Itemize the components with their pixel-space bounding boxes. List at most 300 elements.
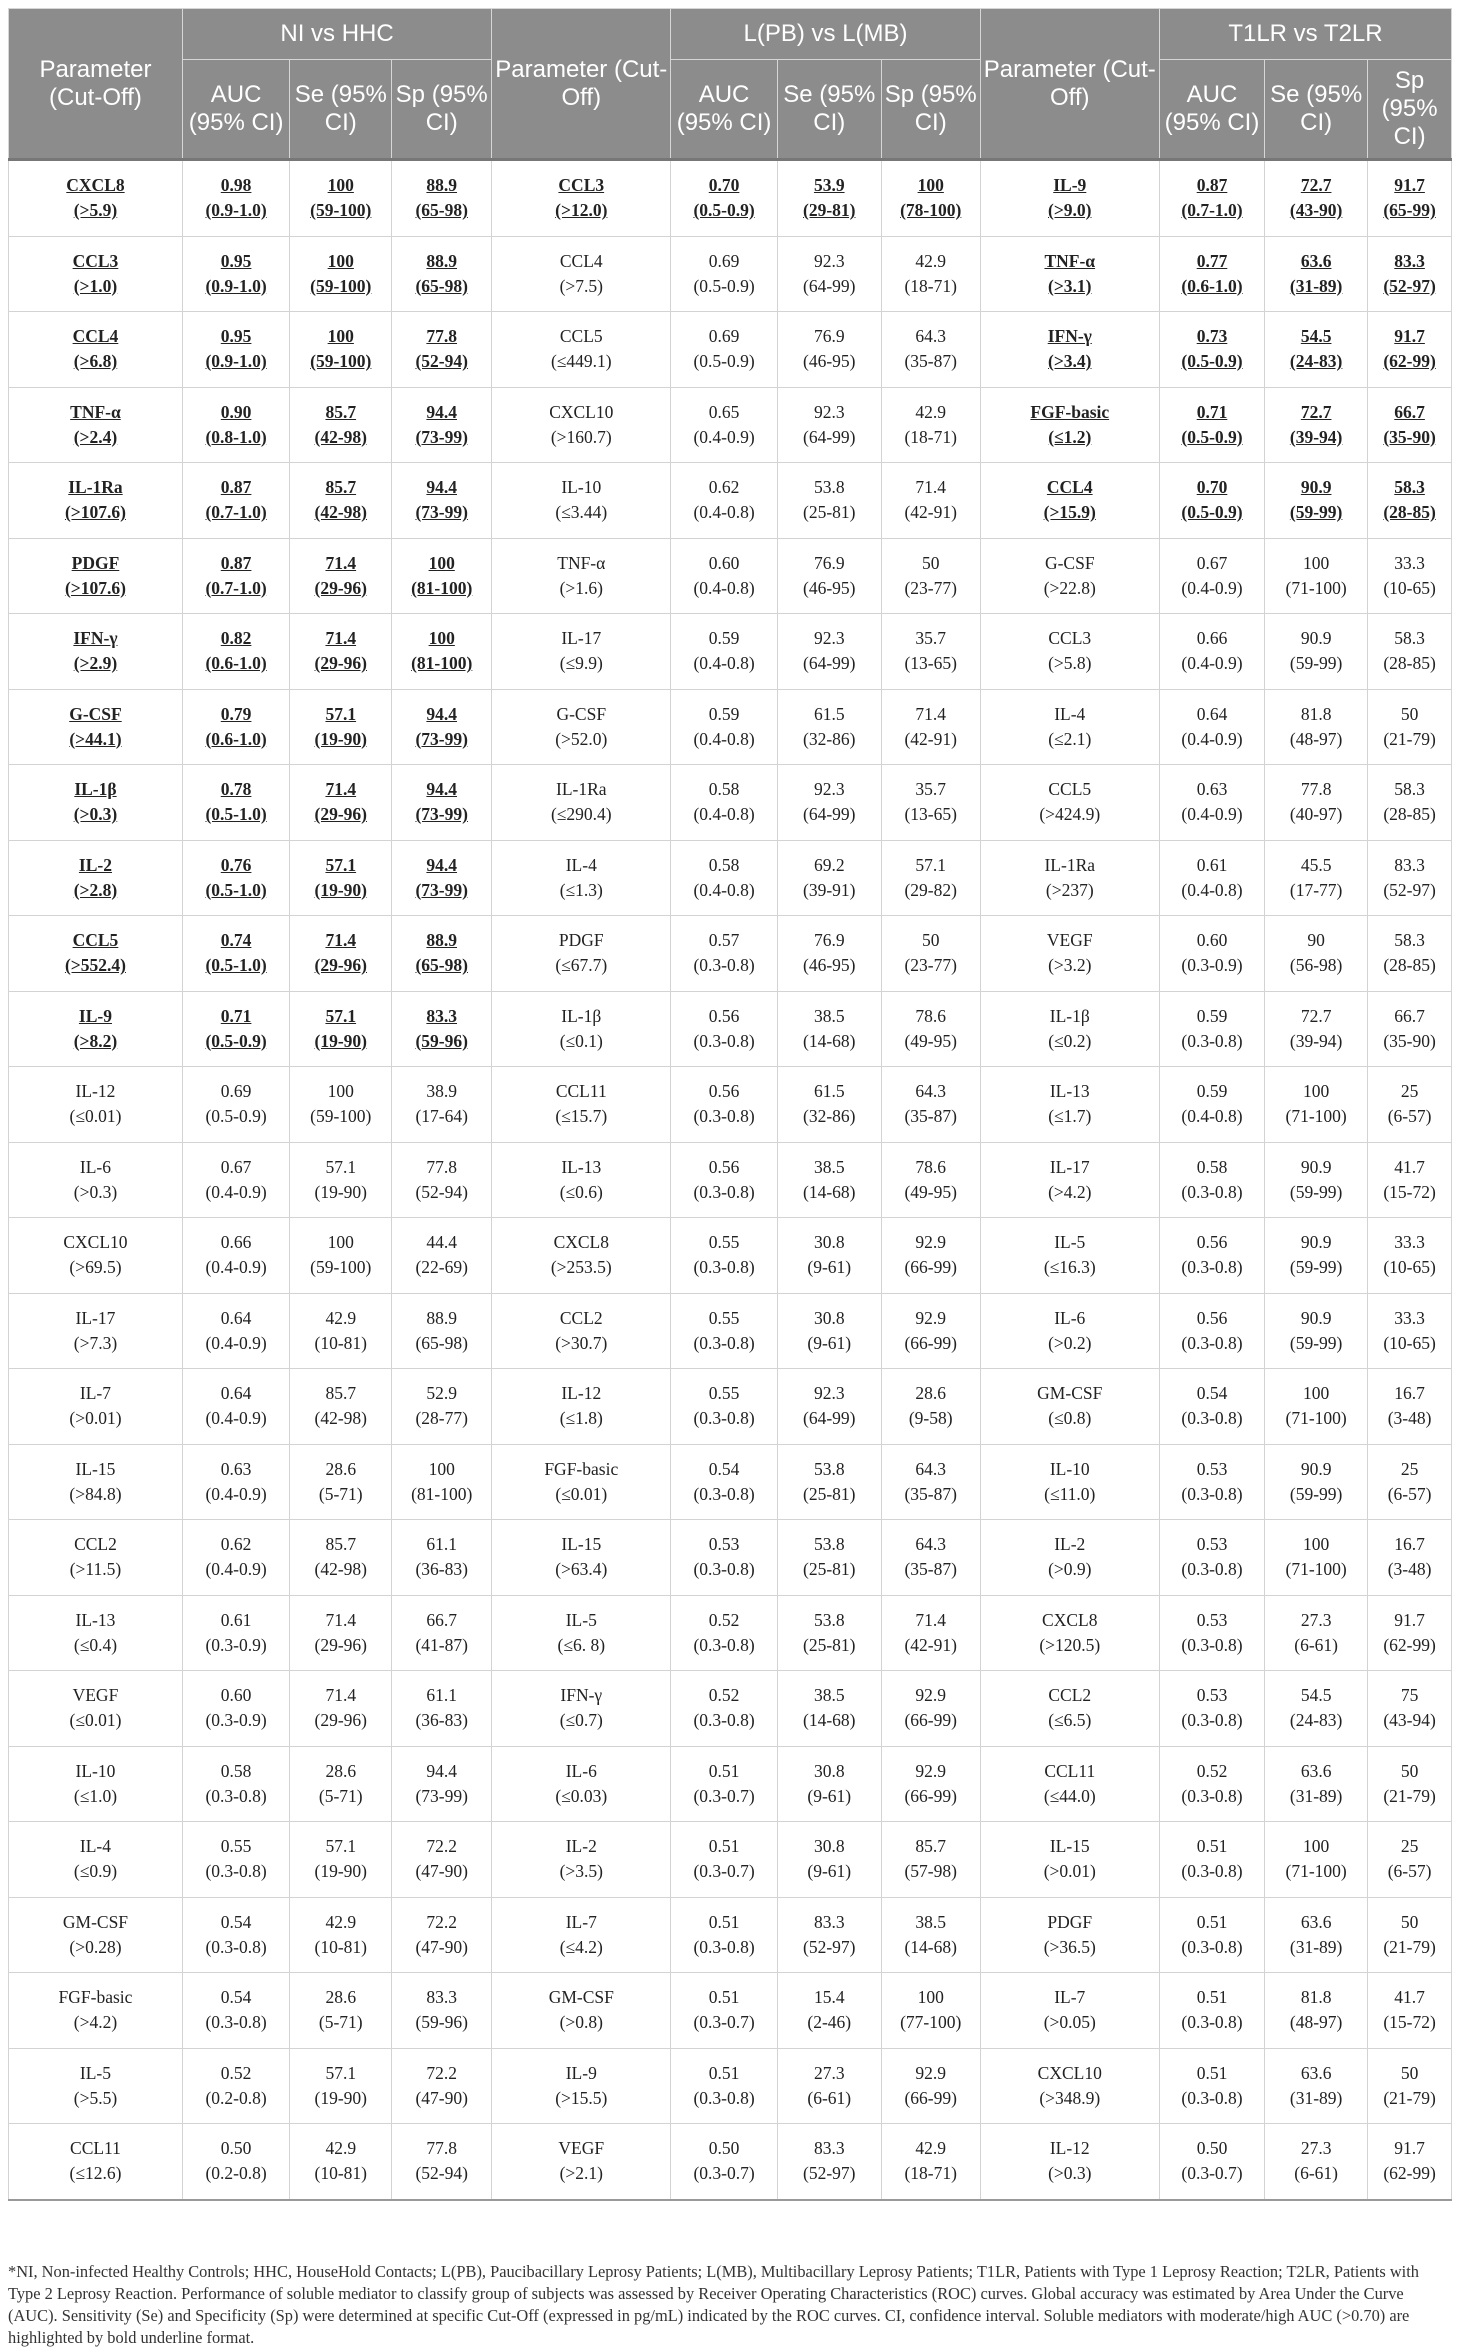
parameter-cell <box>9 1973 183 2049</box>
sp-cell <box>881 312 980 388</box>
se-cell-detail: (29-96) <box>314 804 368 825</box>
auc-cell-detail: (0.9-1.0) <box>205 200 267 221</box>
auc-cell-detail: (0.8-1.0) <box>205 426 267 447</box>
se-cell <box>290 1067 392 1143</box>
auc-cell-detail: (0.3-0.7) <box>693 2163 755 2184</box>
se-cell <box>1265 689 1368 765</box>
se-cell <box>290 1595 392 1671</box>
parameter-cell-detail: (>84.8) <box>69 1483 122 1504</box>
sp-cell <box>1368 1520 1452 1596</box>
se-cell <box>777 991 881 1067</box>
sp-cell <box>1368 2048 1452 2124</box>
sp-cell-detail: (78-100) <box>900 200 962 221</box>
parameter-cell-detail: (≤3.44) <box>555 502 608 523</box>
parameter-cell-value: PDGF <box>1047 1911 1093 1932</box>
se-cell <box>290 1822 392 1898</box>
sp-cell <box>1368 1897 1452 1973</box>
sp-cell-detail: (36-83) <box>415 1710 468 1731</box>
parameter-cell-value: IL-12 <box>561 1383 602 1404</box>
auc-cell-value: 0.51 <box>708 1987 740 2008</box>
auc-cell-detail: (0.5-0.9) <box>693 200 755 221</box>
se-cell-detail: (52-97) <box>803 1936 856 1957</box>
parameter-cell-value: IL-1β <box>1049 1005 1090 1026</box>
se-cell-detail: (71-100) <box>1285 1106 1347 1127</box>
se-cell <box>777 160 881 237</box>
se-cell <box>777 236 881 312</box>
sp-cell <box>881 1671 980 1747</box>
se-cell-value: 71.4 <box>325 1685 357 1706</box>
sp-cell <box>392 1746 492 1822</box>
parameter-cell <box>9 1293 183 1369</box>
sp-cell <box>392 689 492 765</box>
table-row <box>9 463 1452 539</box>
sp-cell <box>392 1067 492 1143</box>
table-row <box>9 614 1452 690</box>
auc-cell <box>1159 1218 1264 1294</box>
sp-cell-detail: (21-79) <box>1383 2087 1436 2108</box>
auc-cell-detail: (0.4-0.8) <box>693 653 755 674</box>
auc-cell <box>1159 463 1264 539</box>
se-cell-detail: (29-96) <box>314 577 368 598</box>
auc-cell <box>182 387 289 463</box>
sp-cell-detail: (62-99) <box>1383 351 1436 372</box>
auc-cell <box>1159 1067 1264 1143</box>
sp-cell-value: 91.7 <box>1394 175 1425 196</box>
auc-cell-value: 0.51 <box>708 1760 740 1781</box>
parameter-cell-detail: (≤1.8) <box>559 1408 603 1429</box>
parameter-cell-value: IL-1Ra <box>68 477 123 498</box>
sp-cell-value: 35.7 <box>915 779 947 800</box>
sp-cell-value: 64.3 <box>915 1458 947 1479</box>
auc-cell-detail: (0.5-1.0) <box>205 804 267 825</box>
sp-cell-detail: (66-99) <box>904 1710 957 1731</box>
sp-cell-value: 100 <box>428 552 455 573</box>
se-cell-value: 90 <box>1307 930 1325 951</box>
parameter-cell <box>9 1369 183 1445</box>
parameter-cell-value: CXCL8 <box>553 1232 609 1253</box>
sp-cell-value: 72.2 <box>426 1836 458 1857</box>
se-cell-value: 42.9 <box>325 1911 357 1932</box>
sp-cell <box>881 1520 980 1596</box>
sp-cell-value: 57.1 <box>915 854 947 875</box>
se-cell <box>1265 1444 1368 1520</box>
parameter-cell-value: CCL4 <box>559 250 603 271</box>
auc-cell-detail: (0.5-0.9) <box>1181 502 1243 523</box>
parameter-cell-value: IL-15 <box>75 1458 116 1479</box>
auc-cell <box>671 463 777 539</box>
se-cell-value: 30.8 <box>813 1836 845 1857</box>
se-cell-detail: (46-95) <box>803 955 856 976</box>
parameter-cell-value: G-CSF <box>1044 552 1095 573</box>
se-cell-detail: (5-71) <box>318 1483 363 1504</box>
auc-cell-detail: (0.5-0.9) <box>1181 351 1243 372</box>
sp-cell-detail: (42-91) <box>904 1634 957 1655</box>
parameter-cell-value: VEGF <box>1046 930 1093 951</box>
sp-cell-value: 91.7 <box>1394 1609 1425 1630</box>
parameter-cell-detail: (>15.5) <box>555 2087 608 2108</box>
auc-cell-value: 0.64 <box>220 1307 252 1328</box>
se-cell-detail: (64-99) <box>803 804 856 825</box>
auc-cell-detail: (0.4-0.8) <box>1181 1106 1243 1127</box>
sp-cell-value: 64.3 <box>915 326 947 347</box>
table-row <box>9 2124 1452 2200</box>
auc-cell-detail: (0.3-0.8) <box>693 955 755 976</box>
auc-cell-value: 0.59 <box>708 703 740 724</box>
auc-cell <box>671 312 777 388</box>
parameter-cell-value: CCL11 <box>1044 1760 1096 1781</box>
parameter-cell-value: CXCL10 <box>549 401 614 422</box>
group-header-t1lr-t2lr: T1LR vs T2LR <box>1159 9 1451 60</box>
sp-cell <box>392 2048 492 2124</box>
parameter-cell-value: CCL11 <box>555 1081 607 1102</box>
auc-cell <box>671 1067 777 1143</box>
sp-cell-detail: (23-77) <box>904 955 957 976</box>
auc-cell-value: 0.67 <box>1196 552 1228 573</box>
sp-cell-value: 85.7 <box>915 1836 947 1857</box>
se-cell <box>290 614 392 690</box>
auc-cell-value: 0.53 <box>1196 1609 1228 1630</box>
sp-cell-detail: (66-99) <box>904 2087 957 2108</box>
auc-cell-value: 0.56 <box>708 1081 740 1102</box>
parameter-cell <box>980 160 1159 237</box>
se-cell <box>290 1444 392 1520</box>
auc-header: AUC (95% CI) <box>671 60 777 160</box>
auc-cell <box>1159 387 1264 463</box>
parameter-cell-detail: (>63.4) <box>555 1559 608 1580</box>
auc-cell <box>1159 2124 1264 2200</box>
parameter-cell-detail: (≤0.9) <box>73 1861 118 1882</box>
auc-cell-value: 0.66 <box>1196 628 1228 649</box>
auc-cell <box>671 2048 777 2124</box>
sp-cell-value: 25 <box>1400 1081 1419 1102</box>
table-row <box>9 1520 1452 1596</box>
parameter-cell-detail: (≤449.1) <box>550 351 612 372</box>
sp-cell-value: 83.3 <box>426 1005 458 1026</box>
se-cell-value: 92.3 <box>813 250 845 271</box>
auc-cell-value: 0.82 <box>220 628 252 649</box>
param-header-3: Parameter (Cut-Off) <box>980 9 1159 160</box>
sp-cell <box>1368 1746 1452 1822</box>
se-cell-detail: (5-71) <box>318 1785 363 1806</box>
sp-cell-detail: (65-99) <box>1383 200 1436 221</box>
sp-cell-value: 100 <box>917 175 944 196</box>
auc-cell <box>1159 1142 1264 1218</box>
se-cell-value: 61.5 <box>813 1081 845 1102</box>
parameter-cell <box>9 160 183 237</box>
auc-cell-value: 0.50 <box>708 2138 740 2159</box>
se-header: Se (95% CI) <box>1265 60 1368 160</box>
parameter-cell-value: IL-9 <box>78 1005 112 1026</box>
auc-cell-detail: (0.7-1.0) <box>205 502 267 523</box>
table-row <box>9 538 1452 614</box>
sp-cell <box>881 1142 980 1218</box>
se-cell-detail: (19-90) <box>314 1181 368 1202</box>
se-cell-detail: (43-90) <box>1289 200 1343 221</box>
sp-cell-value: 78.6 <box>915 1005 947 1026</box>
se-cell-detail: (19-90) <box>314 728 368 749</box>
parameter-cell-detail: (≤0.03) <box>555 1785 608 1806</box>
se-cell <box>777 1746 881 1822</box>
auc-cell-detail: (0.4-0.9) <box>1181 653 1243 674</box>
sp-cell-detail: (35-87) <box>904 1483 957 1504</box>
sp-cell-detail: (49-95) <box>904 1030 957 1051</box>
se-cell-detail: (71-100) <box>1285 577 1347 598</box>
parameter-cell-detail: (≤9.9) <box>559 653 603 674</box>
sp-cell-value: 50 <box>1400 1760 1419 1781</box>
se-cell <box>777 2124 881 2200</box>
sp-cell <box>392 160 492 237</box>
se-cell-detail: (14-68) <box>803 1710 856 1731</box>
auc-cell <box>671 916 777 992</box>
auc-cell-detail: (0.4-0.8) <box>693 577 755 598</box>
sp-cell-detail: (10-65) <box>1383 1332 1436 1353</box>
se-cell-value: 27.3 <box>813 2062 845 2083</box>
auc-cell-detail: (0.9-1.0) <box>205 275 267 296</box>
parameter-cell-value: IL-2 <box>78 854 112 875</box>
se-cell-value: 63.6 <box>1300 1760 1332 1781</box>
parameter-cell-detail: (>1.6) <box>559 577 603 598</box>
parameter-cell-detail: (>11.5) <box>69 1559 122 1580</box>
sp-cell <box>392 1671 492 1747</box>
parameter-cell-value: IL-17 <box>75 1307 116 1328</box>
se-cell <box>290 689 392 765</box>
se-cell-detail: (2-46) <box>807 2012 852 2033</box>
sp-cell <box>392 765 492 841</box>
sp-cell-value: 91.7 <box>1394 326 1425 347</box>
auc-cell-value: 0.52 <box>708 1685 740 1706</box>
parameter-cell <box>9 2124 183 2200</box>
auc-cell-value: 0.78 <box>220 779 252 800</box>
se-cell-detail: (25-81) <box>803 502 856 523</box>
sp-cell-value: 41.7 <box>1394 1987 1425 2008</box>
parameter-cell-detail: (>6.8) <box>73 351 118 372</box>
sp-cell <box>1368 1822 1452 1898</box>
se-cell-detail: (9-61) <box>807 1861 852 1882</box>
auc-cell <box>182 1520 289 1596</box>
se-cell-value: 100 <box>1303 552 1330 573</box>
parameter-cell <box>492 765 671 841</box>
parameter-cell-detail: (>0.2) <box>1048 1332 1092 1353</box>
se-cell <box>1265 387 1368 463</box>
auc-cell-value: 0.65 <box>708 401 740 422</box>
se-cell <box>290 1218 392 1294</box>
auc-cell-detail: (0.7-1.0) <box>1181 200 1243 221</box>
sp-cell-detail: (35-87) <box>904 351 957 372</box>
parameter-cell-value: CCL5 <box>72 930 119 951</box>
parameter-cell-detail: (>69.5) <box>69 1257 122 1278</box>
se-cell <box>290 1369 392 1445</box>
parameter-cell-detail: (>22.8) <box>1043 577 1096 598</box>
auc-cell <box>1159 1444 1264 1520</box>
parameter-cell <box>492 1822 671 1898</box>
se-cell-detail: (6-61) <box>807 2087 852 2108</box>
sp-cell-detail: (73-99) <box>415 502 468 523</box>
se-cell-value: 72.7 <box>1300 175 1332 196</box>
se-cell-detail: (59-100) <box>310 351 372 372</box>
sp-cell <box>881 991 980 1067</box>
sp-header: Sp (95% CI) <box>392 60 492 160</box>
sp-cell-value: 88.9 <box>426 930 458 951</box>
parameter-cell <box>9 312 183 388</box>
sp-cell <box>1368 689 1452 765</box>
parameter-cell-detail: (>5.9) <box>73 200 118 221</box>
auc-cell-detail: (0.3-0.9) <box>205 1634 267 1655</box>
parameter-cell-detail: (≤1.2) <box>1048 426 1092 447</box>
auc-cell <box>1159 614 1264 690</box>
sp-cell-value: 58.3 <box>1394 779 1425 800</box>
sp-cell <box>881 1369 980 1445</box>
auc-cell <box>671 2124 777 2200</box>
sp-cell <box>392 1444 492 1520</box>
sp-cell <box>1368 614 1452 690</box>
se-cell-value: 81.8 <box>1300 1987 1332 2008</box>
parameter-cell-detail: (>4.2) <box>73 2012 118 2033</box>
sp-cell-detail: (81-100) <box>411 1483 473 1504</box>
parameter-cell <box>9 1746 183 1822</box>
parameter-cell <box>980 765 1159 841</box>
parameter-cell-value: CCL3 <box>1048 628 1092 649</box>
parameter-cell-value: CCL4 <box>1046 477 1093 498</box>
auc-cell-value: 0.58 <box>708 779 740 800</box>
sp-cell <box>881 1897 980 1973</box>
sp-cell-value: 64.3 <box>915 1534 947 1555</box>
parameter-cell-detail: (>12.0) <box>555 200 608 221</box>
parameter-cell-value: GM-CSF <box>548 1987 614 2008</box>
se-cell-value: 42.9 <box>325 2138 357 2159</box>
sp-cell <box>881 160 980 237</box>
parameter-cell <box>492 1142 671 1218</box>
sp-cell-value: 72.2 <box>426 2062 458 2083</box>
auc-cell-detail: (0.4-0.8) <box>693 502 755 523</box>
auc-header: AUC (95% CI) <box>1159 60 1264 160</box>
sp-cell-detail: (65-98) <box>415 1332 468 1353</box>
auc-cell-value: 0.56 <box>708 1005 740 1026</box>
parameter-cell-value: G-CSF <box>69 703 122 724</box>
sp-cell <box>881 840 980 916</box>
parameter-cell-value: IL-10 <box>1049 1458 1090 1479</box>
auc-cell-value: 0.54 <box>1196 1383 1228 1404</box>
table-row <box>9 1973 1452 2049</box>
auc-cell <box>182 765 289 841</box>
se-cell <box>777 1897 881 1973</box>
parameter-cell-detail: (>0.3) <box>73 1181 118 1202</box>
auc-cell-value: 0.69 <box>708 326 740 347</box>
auc-cell-value: 0.51 <box>1196 1911 1228 1932</box>
se-cell-value: 38.5 <box>813 1005 845 1026</box>
auc-cell-detail: (0.6-1.0) <box>1181 275 1243 296</box>
parameter-cell-value: IL-6 <box>565 1760 597 1781</box>
sp-cell-detail: (10-65) <box>1383 1257 1436 1278</box>
table-row <box>9 1595 1452 1671</box>
parameter-cell-detail: (≤0.01) <box>69 1710 122 1731</box>
se-cell-value: 30.8 <box>813 1232 845 1253</box>
se-cell <box>777 538 881 614</box>
se-cell-detail: (24-83) <box>1289 1710 1343 1731</box>
table-row <box>9 1897 1452 1973</box>
auc-cell-value: 0.52 <box>708 1609 740 1630</box>
auc-cell-value: 0.58 <box>1196 1156 1228 1177</box>
auc-cell-detail: (0.3-0.8) <box>693 1181 755 1202</box>
sp-cell <box>1368 160 1452 237</box>
se-cell <box>290 840 392 916</box>
auc-cell <box>1159 991 1264 1067</box>
sp-cell <box>881 765 980 841</box>
sp-cell <box>881 1595 980 1671</box>
auc-cell-value: 0.53 <box>708 1534 740 1555</box>
se-cell <box>777 840 881 916</box>
parameter-cell <box>9 1142 183 1218</box>
se-cell <box>777 1520 881 1596</box>
se-cell <box>1265 160 1368 237</box>
se-cell <box>290 916 392 992</box>
sp-cell-detail: (47-90) <box>415 1861 468 1882</box>
auc-cell-value: 0.53 <box>1196 1458 1228 1479</box>
auc-cell-value: 0.51 <box>708 1911 740 1932</box>
auc-cell-value: 0.70 <box>1196 477 1228 498</box>
auc-cell-value: 0.67 <box>220 1156 252 1177</box>
parameter-cell <box>9 1218 183 1294</box>
parameter-cell <box>492 689 671 765</box>
sp-cell-detail: (52-94) <box>415 351 468 372</box>
auc-cell-detail: (0.3-0.7) <box>693 1861 755 1882</box>
auc-cell <box>1159 1293 1264 1369</box>
se-cell <box>1265 1671 1368 1747</box>
se-cell <box>1265 1293 1368 1369</box>
se-cell-value: 100 <box>327 1081 354 1102</box>
auc-cell-detail: (0.3-0.8) <box>205 1785 267 1806</box>
sp-cell-value: 71.4 <box>915 703 947 724</box>
parameter-cell-value: CXCL8 <box>66 175 125 196</box>
parameter-cell <box>980 1897 1159 1973</box>
auc-cell-detail: (0.3-0.8) <box>693 1710 755 1731</box>
sp-header: Sp (95% CI) <box>1368 60 1452 160</box>
parameter-cell <box>492 1067 671 1143</box>
sp-cell-detail: (59-96) <box>415 2012 468 2033</box>
parameter-cell-value: IL-1Ra <box>1044 854 1096 875</box>
sp-cell-detail: (77-100) <box>900 2012 962 2033</box>
parameter-cell <box>492 2124 671 2200</box>
parameter-cell-detail: (>1.0) <box>73 275 118 296</box>
se-cell-detail: (14-68) <box>803 1181 856 1202</box>
auc-cell <box>671 1218 777 1294</box>
parameter-cell-detail: (>3.2) <box>1048 955 1092 976</box>
se-cell-detail: (10-81) <box>314 1332 368 1353</box>
auc-cell-detail: (0.3-0.9) <box>205 1710 267 1731</box>
sp-cell-value: 92.9 <box>915 1307 947 1328</box>
auc-cell-value: 0.60 <box>1196 930 1228 951</box>
sp-cell-value: 92.9 <box>915 1232 947 1253</box>
se-cell <box>1265 614 1368 690</box>
sp-cell-value: 100 <box>917 1987 944 2008</box>
se-cell <box>777 1067 881 1143</box>
auc-cell-value: 0.73 <box>1196 326 1228 347</box>
sp-cell-value: 72.2 <box>426 1911 458 1932</box>
auc-cell-value: 0.63 <box>1196 779 1228 800</box>
se-cell-detail: (10-81) <box>314 1936 368 1957</box>
auc-cell-detail: (0.6-1.0) <box>205 653 267 674</box>
parameter-cell <box>980 1142 1159 1218</box>
auc-cell <box>1159 765 1264 841</box>
parameter-cell-value: IFN-γ <box>560 1685 603 1706</box>
auc-cell-value: 0.61 <box>1196 854 1228 875</box>
parameter-cell-value: IL-4 <box>565 854 597 875</box>
parameter-cell <box>9 1671 183 1747</box>
se-cell-detail: (9-61) <box>807 1257 852 1278</box>
se-cell-value: 92.3 <box>813 401 845 422</box>
auc-cell-detail: (0.5-0.9) <box>693 351 755 372</box>
sp-cell-detail: (52-94) <box>415 2163 468 2184</box>
auc-cell-value: 0.61 <box>220 1609 252 1630</box>
